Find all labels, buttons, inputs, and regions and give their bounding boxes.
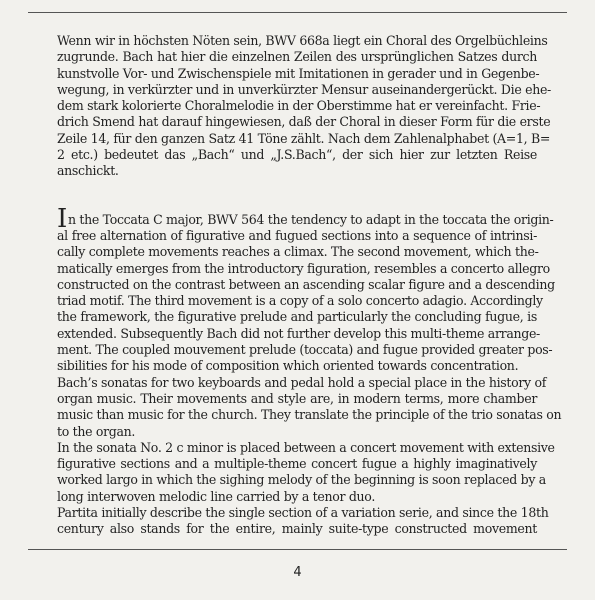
- text-line: Partita initially describe the single section of a variation serie, and since the 18th: [57, 505, 549, 521]
- text-line: sibilities for his mode of composition which oriented towards concentration.: [57, 358, 519, 374]
- bottom-rule: [28, 549, 567, 550]
- text-line: anschickt.: [57, 163, 119, 179]
- english-text: [57, 203, 562, 538]
- text-line: long interwoven melodic line carried by a tenor duo.: [57, 488, 375, 504]
- text-line: 2 etc.) bedeutet das „Bach“ und „J.S.Bach“, der sich hier zur letzten Reise: [57, 147, 537, 163]
- text-line: the framework, the figurative prelude and particularly the concluding fugue, is: [57, 309, 537, 325]
- german-paragraph: [57, 33, 551, 180]
- text-line: In the sonata No. 2 c minor is placed between a concert movement with extensive: [57, 439, 555, 455]
- text-line: matically emerges from the introductory figuration, resembles a concerto allegro: [57, 260, 550, 276]
- text-line: constructed on the contrast between an ascending scalar figure and a descending: [57, 276, 555, 292]
- drop-cap: I: [57, 203, 67, 234]
- text-line-first-rest: n the Toccata C major, BWV 564 the tendency to adapt in the toccata the origin-: [67, 211, 554, 227]
- page-body: [57, 33, 562, 538]
- text-line: al free alternation of figurative and fugued sections into a sequence of intrinsi-: [57, 227, 537, 243]
- text-line: zugrunde. Bach hat hier die einzelnen Zeilen des ursprünglichen Satzes durch: [57, 49, 537, 65]
- text-line: worked largo in which the sighing melody of the beginning is soon replaced by a: [57, 472, 546, 488]
- text-line: wegung, in verkürzter und in unverkürzter Mensur auseinandergerückt. Die ehe-: [57, 81, 551, 97]
- text-line: drich Smend hat darauf hingewiesen, daß der Choral in dieser Form für die erste: [57, 114, 551, 130]
- text-line: triad motif. The third movement is a copy of a solo concerto adagio. Accordingly: [57, 293, 543, 309]
- text-line: cally complete movements reaches a climax. The second movement, which the-: [57, 244, 539, 260]
- text-line: to the organ.: [57, 423, 136, 439]
- text-line: Zeile 14, für den ganzen Satz 41 Töne zählt. Nach dem Zahlenalphabet (A=1, B=: [57, 130, 551, 146]
- text-line: figurative sections and a multiple-theme concert fugue a highly imaginatively: [57, 456, 537, 472]
- top-rule: [28, 12, 567, 13]
- text-line: music than music for the church. They translate the principle of the trio sonatas on: [57, 407, 562, 423]
- text-line-first: [57, 203, 554, 234]
- text-line: organ music. Their movements and style are, in modern terms, more chamber: [57, 390, 537, 406]
- page-number: 4: [293, 565, 302, 580]
- text-line: ment. The coupled mouvement prelude (toccata) and fugue provided greater pos-: [57, 342, 553, 358]
- text-line: kunstvolle Vor- und Zwischenspiele mit Imitationen in gerader und in Gegenbe-: [57, 65, 540, 81]
- text-line: dem stark kolorierte Choralmelodie in der Oberstimme hat er vereinfacht. Frie-: [57, 98, 541, 114]
- text-line: extended. Subsequently Bach did not further develop this multi-theme arrange-: [57, 325, 540, 341]
- text-line: Wenn wir in höchsten Nöten sein, BWV 668a liegt ein Choral des Orgelbüchleins: [57, 33, 548, 48]
- text-line: Bach’s sonatas for two keyboards and pedal hold a special place in the history of: [57, 374, 547, 390]
- text-line: century also stands for the entire, mainly suite-type constructed movement: [57, 521, 537, 537]
